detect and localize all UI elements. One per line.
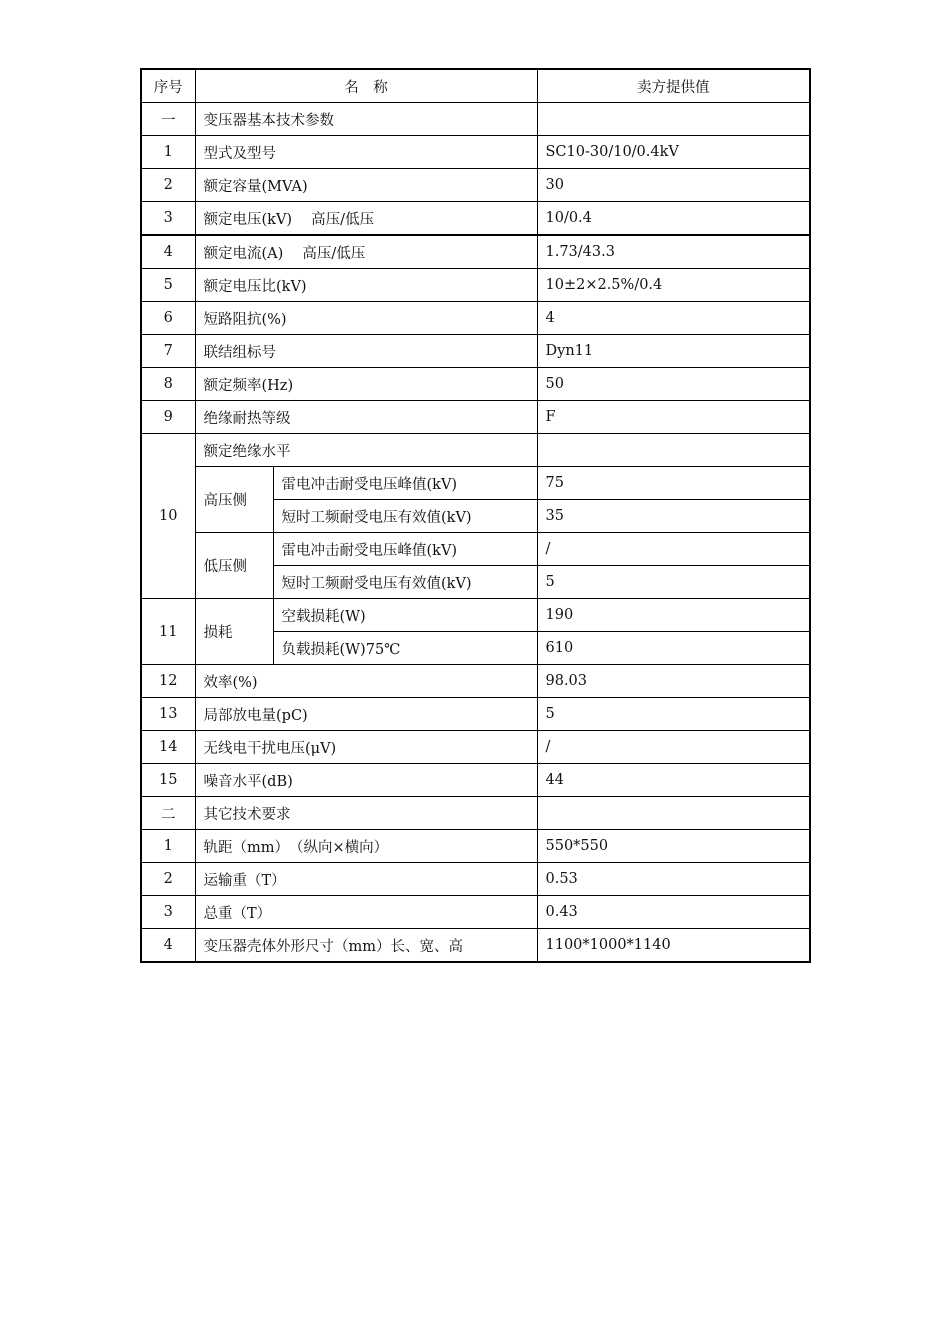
row-name: 短时工频耐受电压有效值(kV) xyxy=(273,566,537,599)
row-name: 雷电冲击耐受电压峰值(kV) xyxy=(273,467,537,500)
row-name: 额定电流(A) 高压/低压 xyxy=(195,235,537,269)
table-row xyxy=(141,235,810,269)
row-seq: 5 xyxy=(141,269,195,302)
section-title: 变压器基本技术参数 xyxy=(195,103,537,136)
row-value: / xyxy=(537,533,810,566)
row-seq: 13 xyxy=(141,698,195,731)
row-value: / xyxy=(537,731,810,764)
row-value: 75 xyxy=(537,467,810,500)
row-value: 44 xyxy=(537,764,810,797)
row-seq: 9 xyxy=(141,401,195,434)
row-value: SC10-30/10/0.4kV xyxy=(537,136,810,169)
row-value: 5 xyxy=(537,566,810,599)
row-value: 98.03 xyxy=(537,665,810,698)
row-seq: 4 xyxy=(141,235,195,269)
row-value: 0.43 xyxy=(537,896,810,929)
row-name: 联结组标号 xyxy=(195,335,537,368)
row-name: 额定绝缘水平 xyxy=(195,434,537,467)
row-name: 空载损耗(W) xyxy=(273,599,537,632)
row-seq: 7 xyxy=(141,335,195,368)
table-row xyxy=(141,335,810,368)
hv-side-label: 高压侧 xyxy=(195,467,273,533)
table-row xyxy=(141,401,810,434)
row-name: 负载损耗(W)75℃ xyxy=(273,632,537,665)
table-row xyxy=(141,136,810,169)
row-name: 额定频率(Hz) xyxy=(195,368,537,401)
row-name: 局部放电量(pC) xyxy=(195,698,537,731)
losses-label: 损耗 xyxy=(195,599,273,665)
row-name: 运输重（T） xyxy=(195,863,537,896)
row-value: F xyxy=(537,401,810,434)
row-name: 变压器壳体外形尺寸（mm）长、宽、高 xyxy=(195,929,537,963)
row-seq: 1 xyxy=(141,136,195,169)
row-name: 总重（T） xyxy=(195,896,537,929)
row-name: 额定电压比(kV) xyxy=(195,269,537,302)
row-seq: 2 xyxy=(141,863,195,896)
row-name: 绝缘耐热等级 xyxy=(195,401,537,434)
row-name: 效率(%) xyxy=(195,665,537,698)
row-seq: 3 xyxy=(141,896,195,929)
table-row xyxy=(141,896,810,929)
row-name: 短路阻抗(%) xyxy=(195,302,537,335)
table-row xyxy=(141,698,810,731)
row-seq: 6 xyxy=(141,302,195,335)
row-seq: 12 xyxy=(141,665,195,698)
section-value xyxy=(537,103,810,136)
table-row xyxy=(141,302,810,335)
header-seq: 序号 xyxy=(141,69,195,103)
row-name: 额定容量(MVA) xyxy=(195,169,537,202)
row-seq: 11 xyxy=(141,599,195,665)
row-seq: 8 xyxy=(141,368,195,401)
row-seq: 1 xyxy=(141,830,195,863)
section-seq: 一 xyxy=(141,103,195,136)
table-row xyxy=(141,830,810,863)
table-row xyxy=(141,368,810,401)
row-value: 50 xyxy=(537,368,810,401)
row-name: 额定电压(kV) 高压/低压 xyxy=(195,202,537,236)
row-value: 1100*1000*1140 xyxy=(537,929,810,963)
row-name: 雷电冲击耐受电压峰值(kV) xyxy=(273,533,537,566)
spec-table xyxy=(140,68,811,963)
row-value: 5 xyxy=(537,698,810,731)
row-seq: 2 xyxy=(141,169,195,202)
section-value xyxy=(537,797,810,830)
row-value: 10±2×2.5%/0.4 xyxy=(537,269,810,302)
table-row xyxy=(141,202,810,236)
row-value: 610 xyxy=(537,632,810,665)
table-row xyxy=(141,863,810,896)
table-row xyxy=(141,764,810,797)
row-value: Dyn11 xyxy=(537,335,810,368)
row-value: 30 xyxy=(537,169,810,202)
table-row xyxy=(141,269,810,302)
row-name: 型式及型号 xyxy=(195,136,537,169)
row-value: 550*550 xyxy=(537,830,810,863)
header-name: 名 称 xyxy=(195,69,537,103)
header-value: 卖方提供值 xyxy=(537,69,810,103)
table-row xyxy=(141,599,810,632)
table-row xyxy=(141,169,810,202)
section-title: 其它技术要求 xyxy=(195,797,537,830)
row-name: 无线电干扰电压(μV) xyxy=(195,731,537,764)
row-value: 10/0.4 xyxy=(537,202,810,236)
row-seq: 10 xyxy=(141,434,195,599)
lv-side-label: 低压侧 xyxy=(195,533,273,599)
row-value: 1.73/43.3 xyxy=(537,235,810,269)
row-seq: 14 xyxy=(141,731,195,764)
row-name: 噪音水平(dB) xyxy=(195,764,537,797)
table-row xyxy=(141,665,810,698)
row-seq: 4 xyxy=(141,929,195,963)
row-seq: 3 xyxy=(141,202,195,236)
row-value: 4 xyxy=(537,302,810,335)
table-row xyxy=(141,434,810,467)
header-row xyxy=(141,69,810,103)
section-row xyxy=(141,103,810,136)
row-value: 0.53 xyxy=(537,863,810,896)
row-name: 轨距（mm） （纵向×横向） xyxy=(195,830,537,863)
table-row xyxy=(141,731,810,764)
table-row xyxy=(141,929,810,963)
row-seq: 15 xyxy=(141,764,195,797)
row-value: 35 xyxy=(537,500,810,533)
table-row xyxy=(141,467,810,500)
section-row xyxy=(141,797,810,830)
row-value xyxy=(537,434,810,467)
table-row xyxy=(141,533,810,566)
row-name: 短时工频耐受电压有效值(kV) xyxy=(273,500,537,533)
row-value: 190 xyxy=(537,599,810,632)
section-seq: 二 xyxy=(141,797,195,830)
